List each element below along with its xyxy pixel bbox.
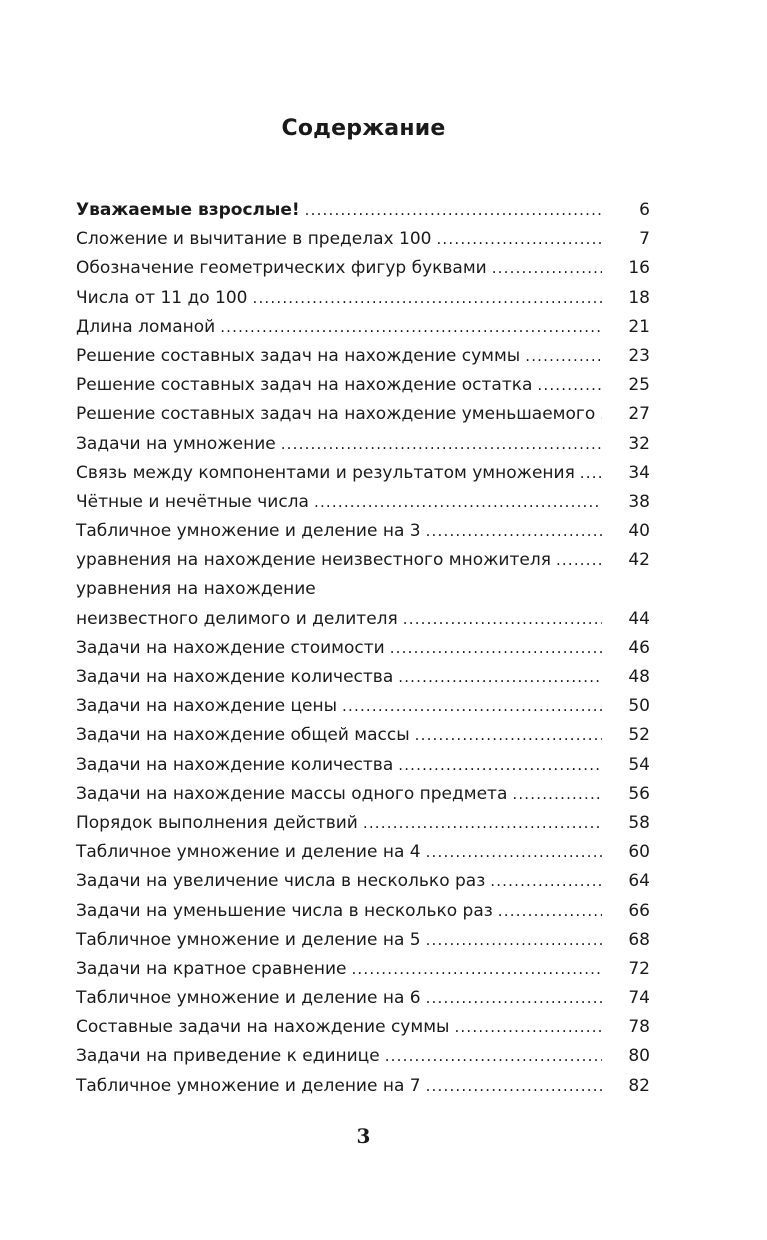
dot-leader — [305, 196, 602, 225]
toc-entry-page: 66 — [628, 900, 650, 921]
toc-entry — [76, 692, 650, 721]
toc-entry — [76, 1072, 650, 1101]
toc-entry-page: 23 — [628, 345, 650, 366]
toc-entry-page: 72 — [628, 958, 650, 979]
toc-entry-page: 7 — [639, 229, 650, 250]
dot-leader — [363, 809, 602, 838]
table-of-contents — [76, 196, 650, 1101]
toc-entry-page: 6 — [639, 200, 650, 220]
dot-leader — [390, 634, 602, 663]
toc-entry — [76, 926, 650, 955]
toc-entry — [76, 838, 650, 867]
dot-leader — [385, 1042, 602, 1071]
toc-entry-page: 64 — [628, 871, 650, 892]
toc-entry-page: 25 — [628, 375, 650, 396]
toc-entry-title: Задачи на нахождение цены — [76, 696, 338, 717]
toc-entry — [76, 342, 650, 371]
toc-entry-page: 27 — [628, 404, 650, 425]
dot-leader — [426, 984, 602, 1013]
toc-entry-title: Задачи на приведение к единице — [76, 1046, 380, 1067]
toc-entry-page: 52 — [628, 725, 650, 746]
toc-entry-page: 54 — [628, 754, 650, 775]
toc-entry-title: Табличное умножение и деление на 3 — [76, 521, 421, 542]
page-title: Содержание — [281, 116, 446, 141]
toc-entry-title: Чётные и нечётные числа — [76, 491, 309, 512]
dot-leader — [253, 284, 603, 313]
toc-entry — [76, 371, 650, 400]
toc-entry-title: Длина ломаной — [76, 316, 216, 337]
toc-entry-title: Задачи на нахождение общей массы — [76, 725, 410, 746]
toc-entry-title: Решение составных задач на нахождение суммы — [76, 345, 521, 366]
dot-leader — [426, 1072, 602, 1101]
page-number: 3 — [356, 1124, 371, 1148]
toc-entry-page: 74 — [628, 988, 650, 1009]
toc-entry-title: Обозначение геометрических фигур буквами — [76, 258, 487, 279]
dot-leader — [436, 225, 602, 254]
dot-leader — [220, 313, 602, 342]
toc-entry — [76, 1013, 650, 1042]
dot-leader — [492, 254, 602, 283]
toc-entry — [76, 196, 650, 225]
toc-entry-title: Задачи на нахождение количества — [76, 667, 394, 688]
toc-entry-page: 50 — [628, 696, 650, 717]
toc-entry — [76, 430, 650, 459]
toc-entry — [76, 400, 650, 429]
dot-leader — [403, 605, 602, 634]
toc-entry-title: Задачи на кратное сравнение — [76, 958, 347, 979]
toc-entry-title: Табличное умножение и деление на 7 — [76, 1075, 421, 1096]
toc-entry — [76, 254, 650, 283]
toc-entry-page: 68 — [628, 929, 650, 950]
toc-entry-title: Решение составных задач на нахождение остатка — [76, 375, 533, 396]
toc-entry-page: 42 — [628, 550, 650, 571]
toc-entry — [76, 459, 650, 488]
toc-entry-page: 40 — [628, 521, 650, 542]
dot-leader — [398, 663, 602, 692]
toc-entry — [76, 488, 650, 517]
toc-entry-title: Табличное умножение и деление на 5 — [76, 929, 421, 950]
toc-entry-title: Задачи на уменьшение числа в несколько раз — [76, 900, 493, 921]
toc-entry — [76, 751, 650, 780]
toc-entry — [76, 867, 650, 896]
toc-entry-title: неизвестного делимого и делителя — [76, 608, 398, 629]
toc-entry — [76, 955, 650, 984]
toc-entry — [76, 517, 650, 546]
dot-leader — [314, 488, 602, 517]
toc-entry — [76, 634, 650, 663]
toc-entry-page: 56 — [628, 783, 650, 804]
toc-entry — [76, 897, 650, 926]
toc-entry — [76, 546, 650, 575]
toc-entry — [76, 284, 650, 313]
toc-entry-title: Табличное умножение и деление на 6 — [76, 988, 421, 1009]
toc-entry — [76, 225, 650, 254]
toc-entry — [76, 809, 650, 838]
toc-entry-title: Сложение и вычитание в пределах 100 — [76, 229, 432, 250]
toc-entry-title: Задачи на увеличение числа в несколько раз — [76, 871, 486, 892]
toc-entry-title: Задачи на нахождение количества — [76, 754, 394, 775]
toc-entry-title: Уважаемые взрослые! — [76, 200, 300, 220]
toc-entry-page: 58 — [628, 812, 650, 833]
dot-leader — [398, 751, 602, 780]
toc-entry-page: 78 — [628, 1017, 650, 1038]
dot-leader — [525, 342, 602, 371]
dot-leader — [537, 371, 602, 400]
toc-entry-title: Числа от 11 до 100 — [76, 287, 248, 308]
toc-entry-page: 16 — [628, 258, 650, 279]
dot-leader — [351, 955, 602, 984]
toc-entry-title: Задачи на умножение — [76, 433, 276, 454]
toc-entry-page: 60 — [628, 842, 650, 863]
toc-entry-page: 18 — [628, 287, 650, 308]
toc-entry — [76, 984, 650, 1013]
toc-entry-page: 80 — [628, 1046, 650, 1067]
toc-entry-title-line: уравнения на нахождение — [76, 579, 316, 600]
dot-leader — [426, 838, 602, 867]
toc-entry-title: уравнения на нахождение неизвестного множителя — [76, 550, 551, 571]
toc-entry — [76, 780, 650, 809]
dot-leader — [556, 546, 602, 575]
dot-leader — [490, 867, 602, 896]
toc-entry-title: Задачи на нахождение массы одного предмета — [76, 783, 508, 804]
toc-entry-page: 48 — [628, 667, 650, 688]
dot-leader — [580, 459, 602, 488]
toc-entry — [76, 721, 650, 750]
toc-entry-page: 34 — [628, 462, 650, 483]
toc-entry-page: 38 — [628, 491, 650, 512]
toc-entry — [76, 1042, 650, 1071]
toc-entry-page: 46 — [628, 637, 650, 658]
dot-leader — [454, 1013, 602, 1042]
toc-entry-title: Задачи на нахождение стоимости — [76, 637, 385, 658]
toc-entry-page: 21 — [628, 316, 650, 337]
toc-entry-title: Порядок выполнения действий — [76, 812, 358, 833]
toc-entry-page: 32 — [628, 433, 650, 454]
toc-entry — [76, 575, 650, 633]
dot-leader — [498, 897, 602, 926]
dot-leader — [342, 692, 602, 721]
toc-entry-title: Решение составных задач на нахождение уменьшаемого — [76, 404, 596, 425]
dot-leader — [426, 517, 602, 546]
dot-leader — [426, 926, 602, 955]
dot-leader — [512, 780, 602, 809]
dot-leader — [415, 721, 602, 750]
toc-entry — [76, 313, 650, 342]
toc-entry-title: Связь между компонентами и результатом умножения — [76, 462, 575, 483]
toc-entry-title: Табличное умножение и деление на 4 — [76, 842, 421, 863]
toc-entry-page: 82 — [628, 1075, 650, 1096]
dot-leader — [281, 430, 602, 459]
toc-entry-page: 44 — [628, 608, 650, 629]
toc-entry — [76, 663, 650, 692]
toc-entry-title: Составные задачи на нахождение суммы — [76, 1017, 450, 1038]
